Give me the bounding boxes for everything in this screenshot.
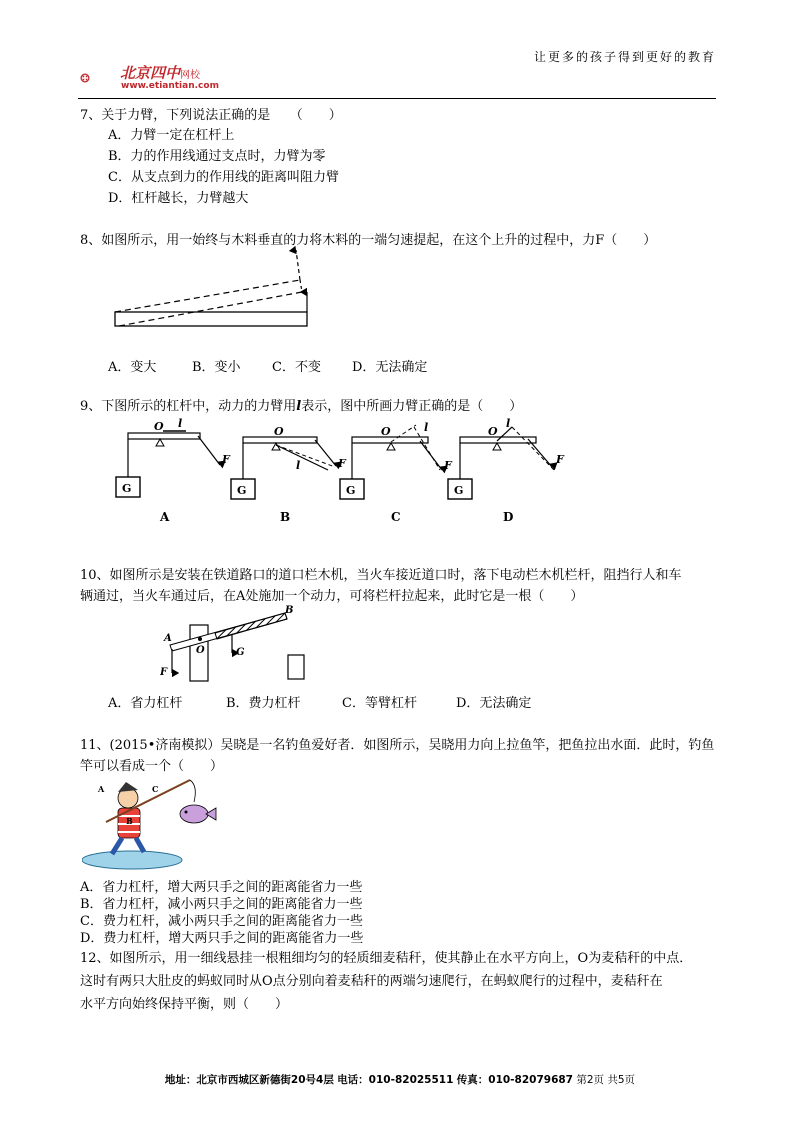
- q9-panel-b: [231, 425, 347, 524]
- q11-option-a: A．省力杠杆，增大两只手之间的距离能省力一些: [80, 880, 363, 895]
- q9-stem: 9、下图所示的杠杆中，动力的力臂用l表示，图中所画力臂正确的是（ ）: [80, 399, 523, 414]
- q11-stem-line2: 竿可以看成一个（ ）: [80, 759, 224, 774]
- q8-option-a: A．变大: [108, 360, 157, 375]
- q9-choice-c: C: [391, 510, 401, 524]
- q8-option-b: B．变小: [192, 360, 241, 375]
- svg-text:F: F: [444, 459, 452, 472]
- q9-panel-a: [116, 417, 231, 524]
- q7-option-c: C．从支点到力的作用线的距离叫阻力臂: [108, 170, 339, 185]
- svg-text:F: F: [556, 453, 564, 466]
- q9-a-weight-label: G: [122, 482, 132, 495]
- q9-panel-c: [340, 421, 453, 524]
- q10-figure: [160, 603, 320, 683]
- q7-option-b: B．力的作用线通过支点时，力臂为零: [108, 149, 326, 164]
- q11-label-a: A: [98, 784, 105, 794]
- q7-option-d: D．杠杆越长，力臂越大: [108, 191, 249, 206]
- q8-option-c: C．不变: [272, 360, 321, 375]
- q9-choice-b: B: [280, 510, 291, 524]
- q9-choice-d: D: [503, 510, 514, 524]
- header-slogan: 让更多的孩子得到更好的教育: [533, 50, 716, 64]
- svg-text:O: O: [274, 425, 284, 438]
- q10-gravity-label: G: [236, 647, 245, 658]
- svg-text:F: F: [338, 457, 346, 470]
- q10-a-label: A: [164, 633, 172, 644]
- q11-figure-fishing: [82, 772, 222, 872]
- q11-stem-line1: 11、(2015•济南模拟）吴晓是一名钓鱼爱好者．如图所示，吴晓用力向上拉鱼竿，把鱼拉出水面．此时，钓鱼: [80, 738, 715, 753]
- q10-b-label: B: [285, 605, 294, 616]
- q7-option-a: A．力臂一定在杠杆上: [108, 128, 235, 143]
- q10-stem-line1: 10、如图所示是安装在铁道路口的道口栏木机，当火车接近道口时，落下电动栏木机栏杆，阻挡行人和车: [80, 568, 682, 583]
- q10-pivot-label: O: [196, 645, 205, 656]
- q8-option-d: D．无法确定: [352, 360, 428, 375]
- q12-stem-line2: 这时有两只大肚皮的蚂蚁同时从O点分别向着麦秸秆的两端匀速爬行，在蚂蚁爬行的过程中，麦秸秆在: [80, 974, 663, 989]
- q10-option-d: D．无法确定: [456, 696, 532, 711]
- q9-a-arm-label: l: [178, 417, 183, 430]
- q11-option-d: D．费力杠杆，增大两只手之间的距离能省力一些: [80, 931, 364, 946]
- logo: [80, 58, 120, 98]
- q9-choice-a: A: [160, 510, 170, 524]
- svg-text:l: l: [424, 421, 429, 434]
- q7-stem: 7、关于力臂，下列说法正确的是 （ ）: [80, 108, 342, 123]
- q11-label-c: C: [152, 784, 159, 794]
- q10-force-label: F: [160, 667, 168, 678]
- logo-name: 北京四中网校: [120, 64, 201, 82]
- q10-stem-line2: 辆通过，当火车通过后，在A处施加一个动力，可将栏杆拉起来，此时它是一根（ ）: [80, 589, 584, 604]
- q9-panel-d: [448, 417, 565, 524]
- q9-a-force-label: F: [222, 453, 230, 466]
- footer-phone: 电话：010-82025511: [337, 1074, 454, 1086]
- footer-page-total: 共5页: [607, 1074, 636, 1086]
- q8-board: [115, 312, 307, 326]
- footer-page-current: 第2页: [576, 1074, 605, 1086]
- svg-text:l: l: [506, 417, 511, 430]
- q9-figure: [108, 415, 578, 530]
- footer-address: 地址：北京市西城区新德街20号4层: [164, 1074, 334, 1086]
- q10-option-b: B．费力杠杆: [226, 696, 301, 711]
- q12-stem-line3: 水平方向始终保持平衡，则（ ）: [80, 997, 289, 1012]
- page-footer: [0, 1072, 800, 1087]
- q8-stem: 8、如图所示，用一始终与木料垂直的力将木料的一端匀速提起，在这个上升的过程中，力F（ ）: [80, 233, 657, 248]
- svg-text:l: l: [296, 459, 301, 472]
- footer-fax: 传真：010-82079687: [456, 1074, 573, 1086]
- svg-text:G: G: [454, 484, 464, 497]
- q10-option-a: A．省力杠杆: [108, 696, 183, 711]
- q10-option-c: C．等臂杠杆: [342, 696, 417, 711]
- svg-text:G: G: [346, 484, 356, 497]
- q11-option-b: B．省力杠杆，减小两只手之间的距离能省力一些: [80, 897, 363, 912]
- q8-figure: [105, 240, 325, 335]
- svg-text:O: O: [381, 425, 391, 438]
- q11-option-c: C．费力杠杆，减小两只手之间的距离能省力一些: [80, 914, 363, 929]
- svg-text:G: G: [237, 484, 247, 497]
- q11-label-b: B: [126, 816, 133, 826]
- q12-stem-line1: 12、如图所示，用一细线悬挂一根粗细均匀的轻质细麦秸秆，使其静止在水平方向上，O为麦秸秆的中点．: [80, 951, 693, 966]
- svg-text:O: O: [488, 425, 498, 438]
- q9-a-pivot-label: O: [154, 420, 164, 433]
- header-divider: [78, 98, 716, 99]
- logo-url: www.etiantian.com: [121, 81, 219, 91]
